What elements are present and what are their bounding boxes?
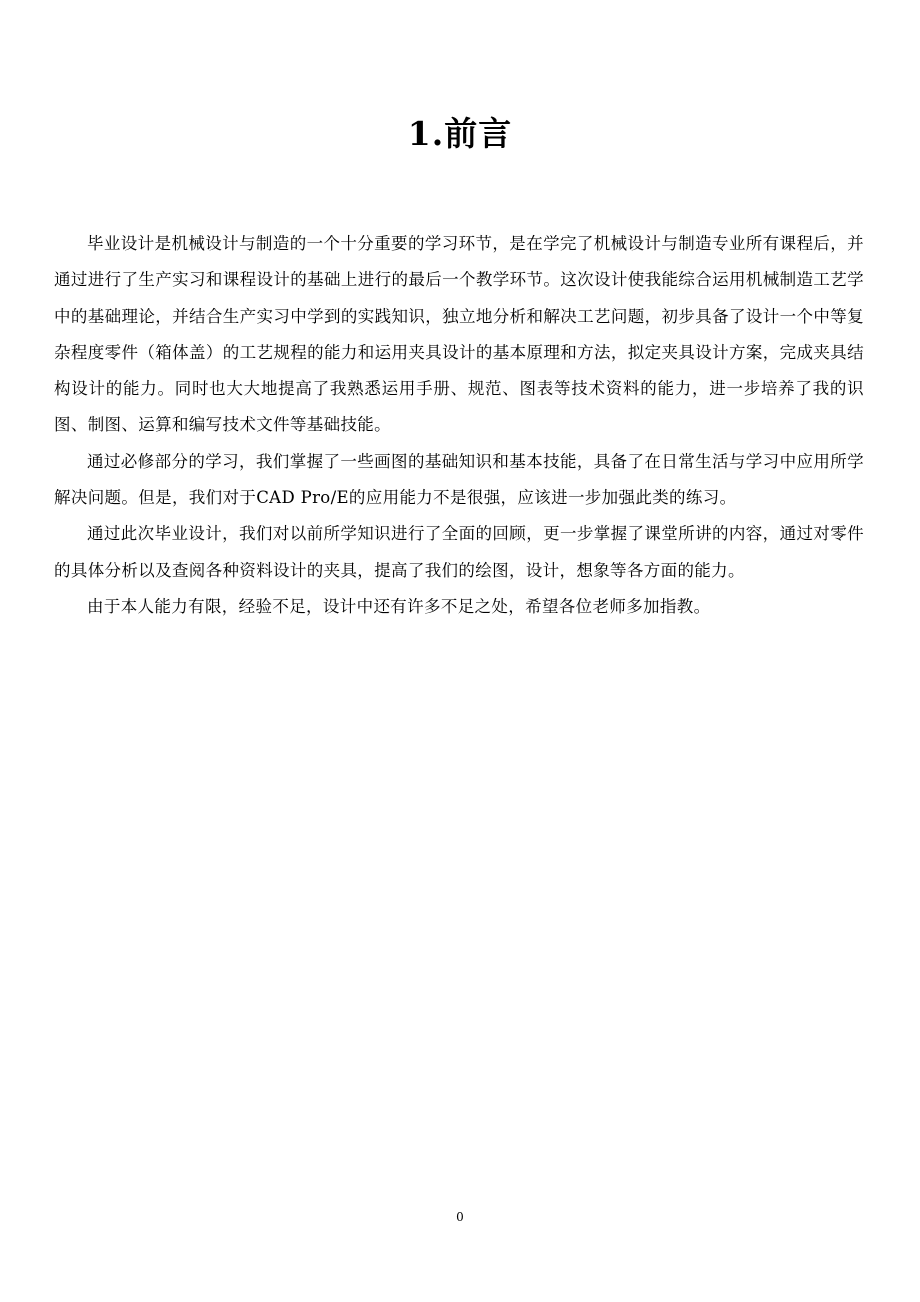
paragraph-1: 毕业设计是机械设计与制造的一个十分重要的学习环节，是在学完了机械设计与制造专业所有课程后，并通过进行了生产实习和课程设计的基础上进行的最后一个教学环节。这次设计使我能综合运用机械制造工艺学中的基础理论，并结合生产实习中学到的实践知识，独立地分析和解决工艺问题，初步具备了设计一个中等复杂程度零件（箱体盖）的工艺规程的能力和运用夹具设计的基本原理和方法，拟定夹具设计方案，完成夹具结构设计的能力。同时也大大地提高了我熟悉运用手册、规范、图表等技术资料的能力，进一步培养了我的识图、制图、运算和编写技术文件等基础技能。 [54,234,864,435]
page-title: 1.前言 [407,114,513,153]
paragraph-4: 由于本人能力有限，经验不足，设计中还有许多不足之处，希望各位老师多加指教。 [87,596,711,616]
paragraph-3: 通过此次毕业设计，我们对以前所学知识进行了全面的回顾，更一步掌握了课堂所讲的内容，通过对零件的具体分析以及查阅各种资料设计的夹具，提高了我们的绘图，设计，想象等各方面的能力。 [54,524,864,580]
paragraph-2: 通过必修部分的学习，我们掌握了一些画图的基础知识和基本技能，具备了在日常生活与学习中应用所学解决问题。但是，我们对于CAD Pro/E的应用能力不是很强，应该进一步加强此类的练习。 [54,451,864,508]
body-text [54,226,864,625]
page-number: 0 [456,1210,464,1224]
